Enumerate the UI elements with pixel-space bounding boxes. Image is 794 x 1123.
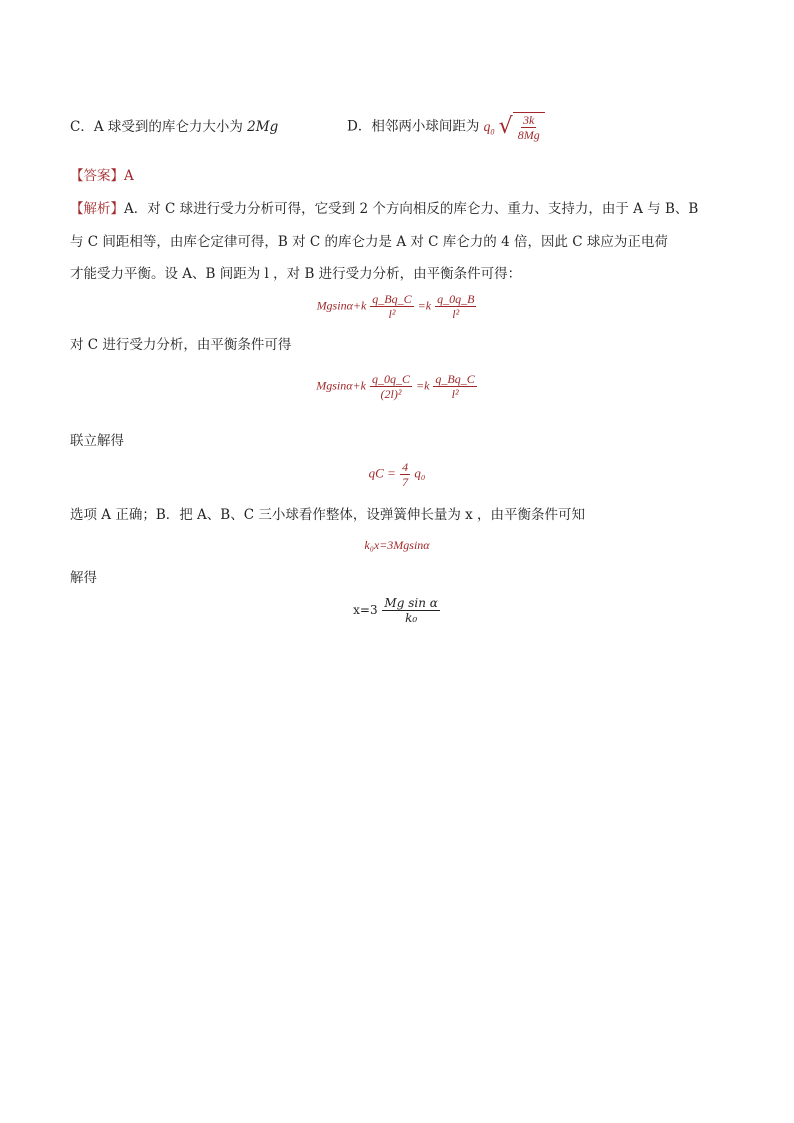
option-d-fraction: $\frac{3k}{8Mg}$ xyxy=(517,113,540,142)
option-c-label: C．A 球受到的库仑力大小为 xyxy=(70,119,243,135)
option-c-value: 2Mg xyxy=(247,119,279,135)
analysis-line-1: 【解析】A．对 C 球进行受力分析可得，它受到 2 个方向相反的库仑力、重力、支持力，由于 A 与 B、B xyxy=(70,201,699,217)
option-c xyxy=(70,118,278,136)
option-d-sqrt xyxy=(499,112,545,142)
analysis-tag: 【解析】 xyxy=(70,201,124,217)
analysis-line-3: 才能受力平衡。设 A、B 间距为 l ，对 B 进行受力分析，由平衡条件可得： xyxy=(70,266,522,282)
text-analyze-c: 对 C 进行受力分析，由平衡条件可得 xyxy=(70,337,292,353)
equation-3: qC = $\frac{4}{7}$ q₀ xyxy=(368,460,426,489)
text-result: 解得 xyxy=(70,570,97,586)
option-d-var: $q_0$ xyxy=(483,118,495,137)
text-option-b: 选项 A 正确；B．把 A、B、C 三小球看作整体，设弹簧伸长量为 x ，由平衡条件可知 xyxy=(70,507,586,523)
equation-5: x=3 $\frac{\text{Mg sin α}}{\text{k₀}}$ xyxy=(353,596,438,625)
option-d xyxy=(347,112,545,142)
analysis-line-2: 与 C 间距相等，由库仑定律可得，B 对 C 的库仑力是 A 对 C 库仑力的 4 倍，因此 C 球应为正电荷 xyxy=(70,234,668,250)
option-d-label: D．相邻两小球间距为 xyxy=(347,118,480,135)
answer-value: A xyxy=(124,168,134,184)
equation-1: Mgsinα+k $\frac{q\_Bq\_C}{\text{l²}}$ =k $\frac{q\_0q\_B}{\text{l²}}$ xyxy=(316,292,475,321)
sqrt-symbol: √ xyxy=(498,114,513,139)
equation-4: k₀x=3Mgsinα xyxy=(364,538,430,552)
text-solve: 联立解得 xyxy=(70,433,124,449)
answer-line xyxy=(70,167,134,185)
equation-2: Mgsinα+k $\frac{q\_0q\_C}{\text{(2l)²}}$ =k $\frac{q\_Bq\_C}{\text{l²}}$ xyxy=(316,372,475,401)
answer-tag: 【答案】 xyxy=(70,168,124,184)
